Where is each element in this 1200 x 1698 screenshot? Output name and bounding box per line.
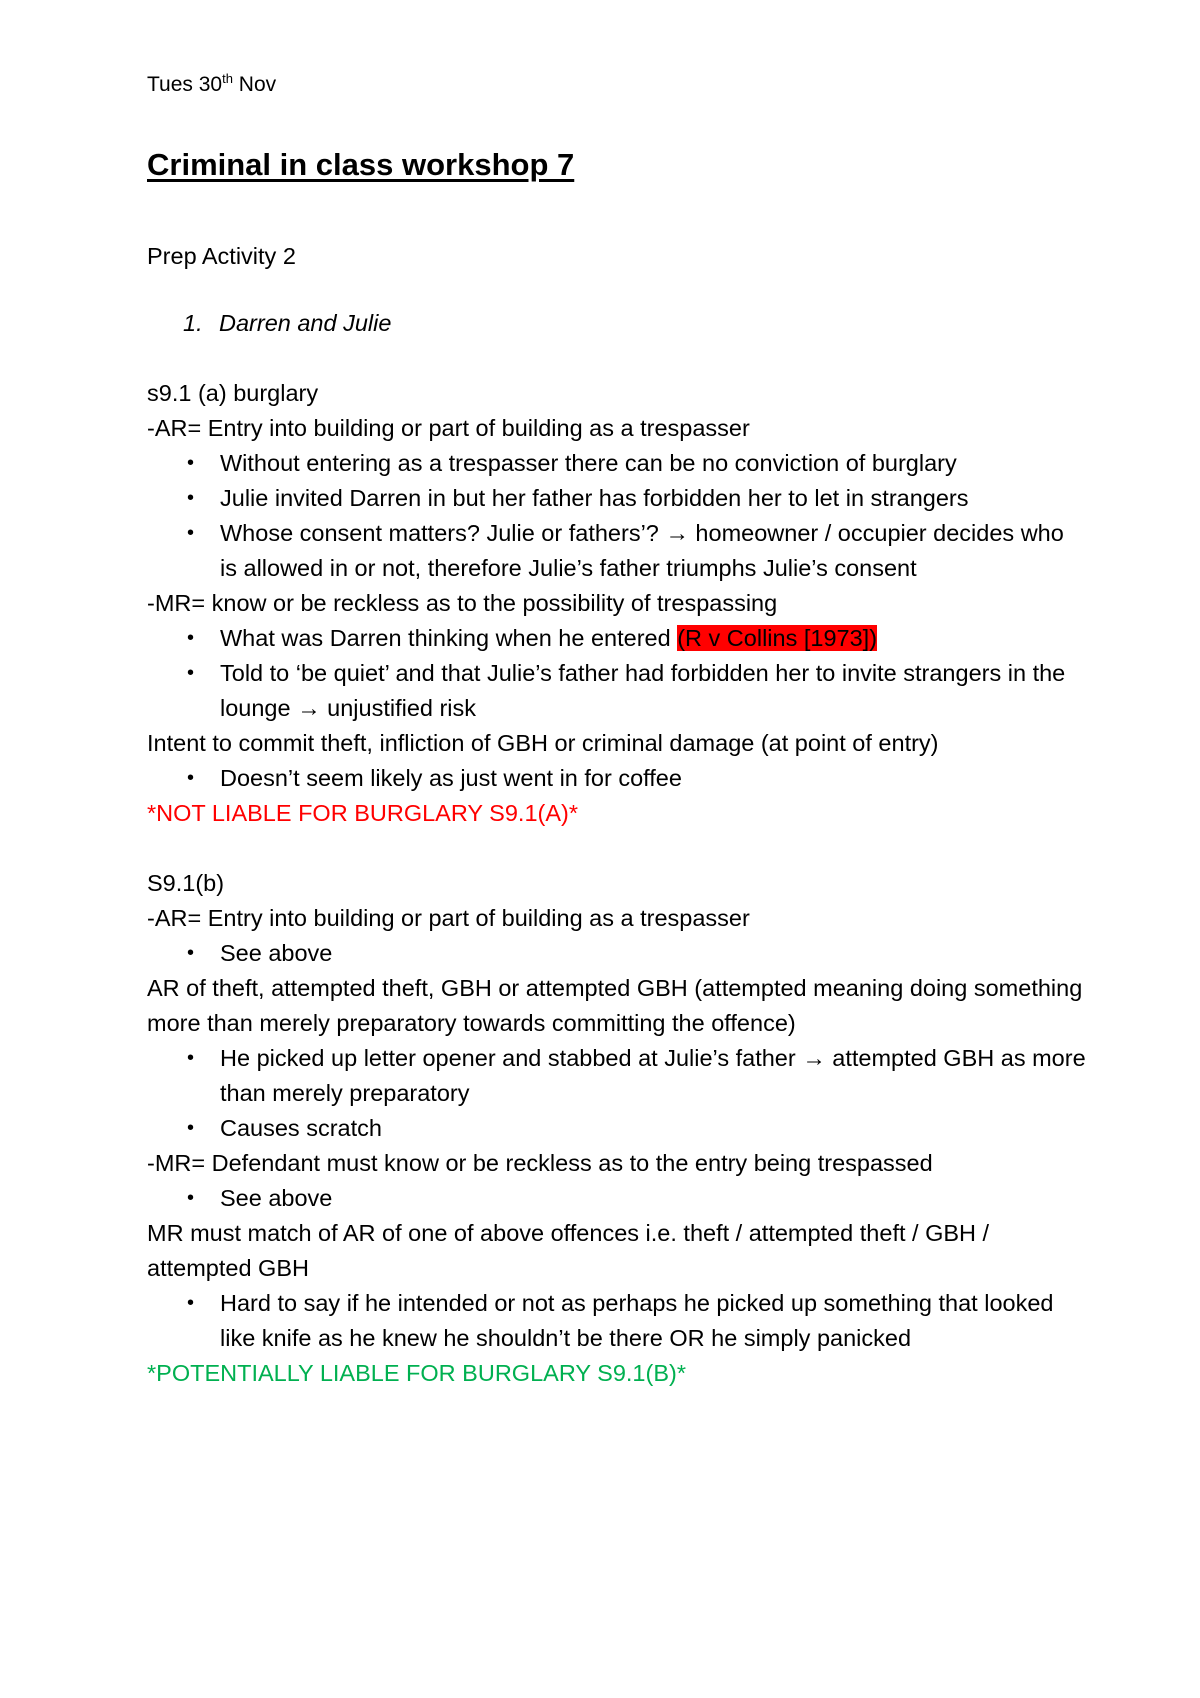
bullet-text: Julie invited Darren in but her father has forbidden her to let in strangers (220, 485, 969, 511)
section-a-mr-line: -MR= know or be reckless as to the possibility of trespassing (147, 590, 778, 616)
section-a-intent-line: Intent to commit theft, infliction of GBH or criminal damage (at point of entry) (147, 730, 939, 756)
bullet-text: attempted GBH as more than merely preparatory (220, 1045, 1086, 1106)
bullet-text: unjustified risk (320, 695, 477, 721)
bullet-icon: • (187, 1292, 195, 1314)
bullet-icon: • (187, 522, 195, 544)
document-body (147, 70, 1087, 1391)
bullet-text: Without entering as a trespasser there can be no conviction of burglary (220, 450, 957, 476)
list-item (147, 1286, 1087, 1356)
bullet-text: homeowner / occupier decides who is allowed in or not, therefore Julie’s father triumphs Julie’s consent (220, 520, 1064, 581)
arrow-right-icon: → (665, 520, 689, 546)
section-b-ar-bullets (147, 936, 1087, 971)
bullet-text: Hard to say if he intended or not as perhaps he picked up something that looked like knife as he knew he shouldn’t be there OR he simply panicked (220, 1290, 1054, 1351)
bullet-text: He picked up letter opener and stabbed at Julie’s father (220, 1045, 803, 1071)
bullet-text: Causes scratch (220, 1115, 382, 1141)
section-a-heading: s9.1 (a) burglary (147, 380, 319, 406)
case-name: Darren and Julie (219, 310, 392, 336)
section-a-ar-bullets (147, 446, 1087, 586)
bullet-icon: • (187, 1187, 195, 1209)
case-heading (147, 306, 1087, 341)
bullet-text: See above (220, 1185, 333, 1211)
bullet-icon: • (187, 942, 195, 964)
section-b-mr-line: -MR= Defendant must know or be reckless as to the entry being trespassed (147, 1150, 933, 1176)
date-line (147, 70, 1087, 100)
section-a-verdict: *NOT LIABLE FOR BURGLARY S9.1(A)* (147, 800, 578, 826)
list-item (147, 1041, 1087, 1111)
bullet-text: Whose consent matters? Julie or fathers’? (220, 520, 666, 546)
list-item (147, 446, 1087, 481)
date-prefix: Tues 30 (147, 73, 223, 96)
section-a-intent-bullets (147, 761, 1087, 796)
case-citation-highlight: (R v Collins [1973]) (677, 625, 878, 651)
list-item (147, 481, 1087, 516)
section-b-verdict: *POTENTIALLY LIABLE FOR BURGLARY S9.1(B)* (147, 1360, 686, 1386)
list-item (147, 656, 1087, 726)
section-b-ar-theft-line: AR of theft, attempted theft, GBH or attempted GBH (attempted meaning doing something more than merely preparatory towards committing the offence) (147, 975, 1083, 1036)
date-suffix: Nov (232, 73, 277, 96)
bullet-icon: • (187, 1047, 195, 1069)
bullet-icon: • (187, 662, 195, 684)
list-item (147, 516, 1087, 586)
prep-activity-heading: Prep Activity 2 (147, 243, 296, 269)
list-item (147, 621, 1087, 656)
section-b-heading: S9.1(b) (147, 870, 225, 896)
section-b-gbh-bullets (147, 1041, 1087, 1146)
section-b-match-line: MR must match of AR of one of above offences i.e. theft / attempted theft / GBH / attempted GBH (147, 1220, 990, 1281)
list-item (147, 1181, 1087, 1216)
bullet-icon: • (187, 487, 195, 509)
arrow-right-icon: → (297, 695, 321, 721)
page-title: Criminal in class workshop 7 (147, 147, 575, 182)
list-item (147, 936, 1087, 971)
bullet-text: Told to ‘be quiet’ and that Julie’s father had forbidden her to invite strangers in the lounge (220, 660, 1066, 721)
bullet-text: Doesn’t seem likely as just went in for coffee (220, 765, 682, 791)
bullet-icon: • (187, 452, 195, 474)
section-b-ar-line: -AR= Entry into building or part of building as a trespasser (147, 905, 750, 931)
bullet-text: What was Darren thinking when he entered (220, 625, 678, 651)
case-number: 1. (183, 310, 203, 336)
section-b-mr-bullets (147, 1181, 1087, 1216)
date-superscript: th (222, 71, 233, 86)
list-item (147, 1111, 1087, 1146)
bullet-text: See above (220, 940, 333, 966)
bullet-icon: • (187, 1117, 195, 1139)
bullet-icon: • (187, 767, 195, 789)
list-item (147, 761, 1087, 796)
arrow-right-icon: → (802, 1045, 826, 1071)
bullet-icon: • (187, 627, 195, 649)
section-a-mr-bullets (147, 621, 1087, 726)
section-b-intent-bullets (147, 1286, 1087, 1356)
section-a-ar-line: -AR= Entry into building or part of building as a trespasser (147, 415, 750, 441)
